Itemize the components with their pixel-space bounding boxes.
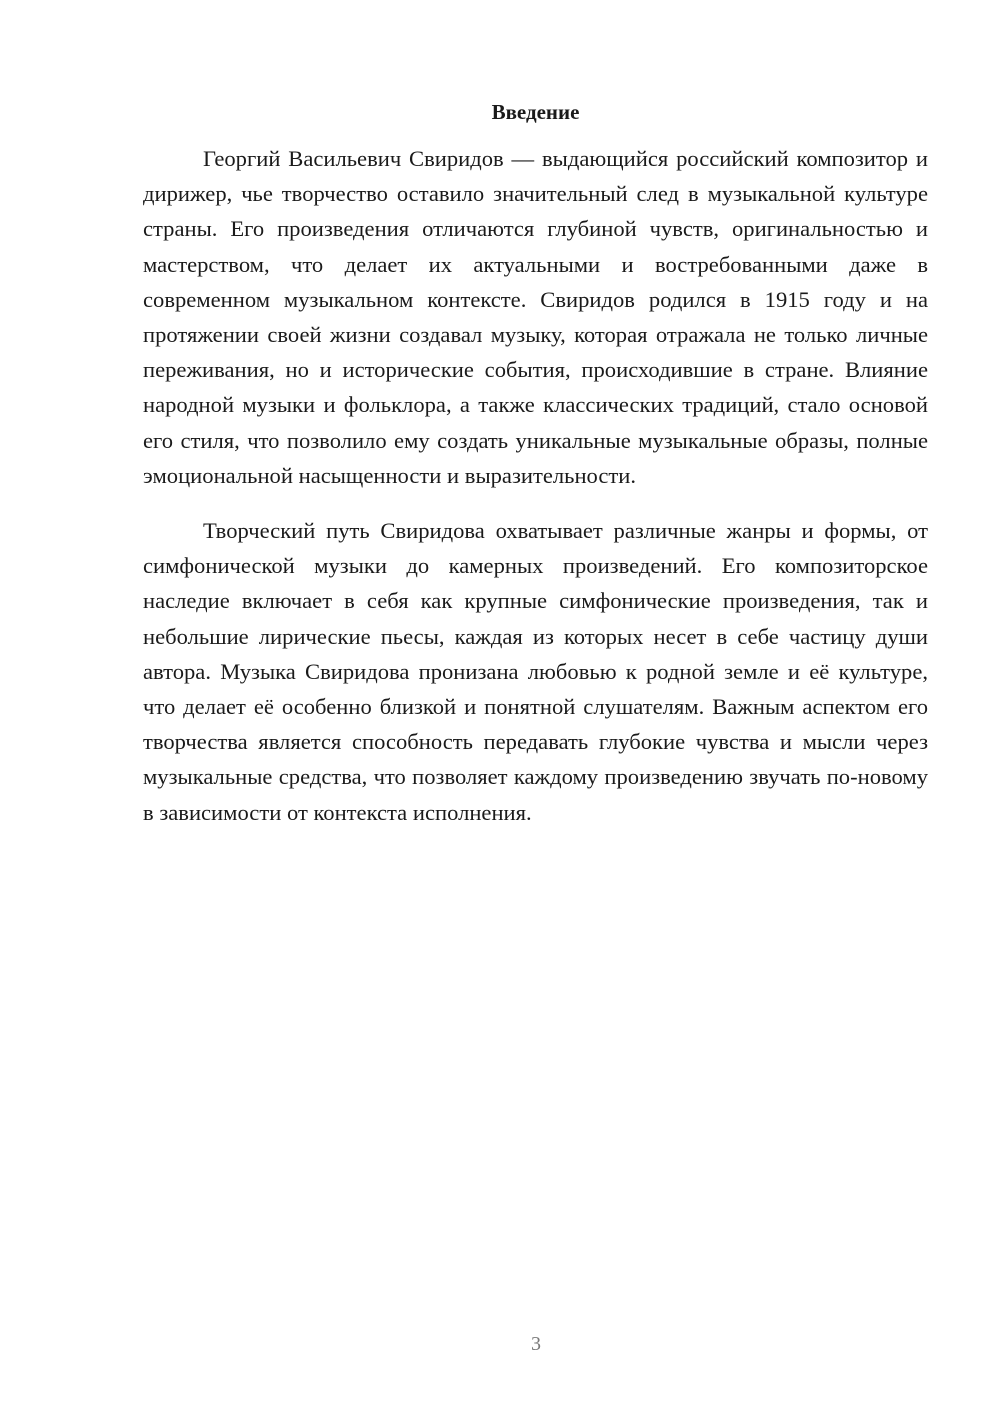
body-text (143, 141, 928, 850)
page-number: 3 (531, 1333, 541, 1355)
section-title: Введение (491, 100, 580, 124)
paragraph-2: Творческий путь Свиридова охватывает различные жанры и формы, от симфонической музыки до камерных произведений. Его композиторское наследие включает в себя как крупные симфонические произведения, так и небольшие лирические пьесы, каждая из которых несет в себе частицу души автора. Музыка Свиридова пронизана любовью к родной земле и её культуре, что делает её особенно близкой и понятной слушателям. Важным аспектом его творчества является способность передавать глубокие чувства и мысли через музыкальные средства, что позволяет каждому произведению звучать по-новому в зависимости от контекста исполнения. (143, 518, 928, 825)
paragraph-1: Георгий Васильевич Свиридов — выдающийся российский композитор и дирижер, чье творчество оставило значительный след в музыкальной культуре страны. Его произведения отличаются глубиной чувств, оригинальностью и мастерством, что делает их актуальными и востребованными даже в современном музыкальном контексте. Свиридов родился в 1915 году и на протяжении своей жизни создавал музыку, которая отражала не только личные переживания, но и исторические события, происходившие в стране. Влияние народной музыки и фольклора, а также классических традиций, стало основой его стиля, что позволило ему создать уникальные музыкальные образы, полные эмоциональной насыщенности и выразительности. (143, 146, 928, 488)
